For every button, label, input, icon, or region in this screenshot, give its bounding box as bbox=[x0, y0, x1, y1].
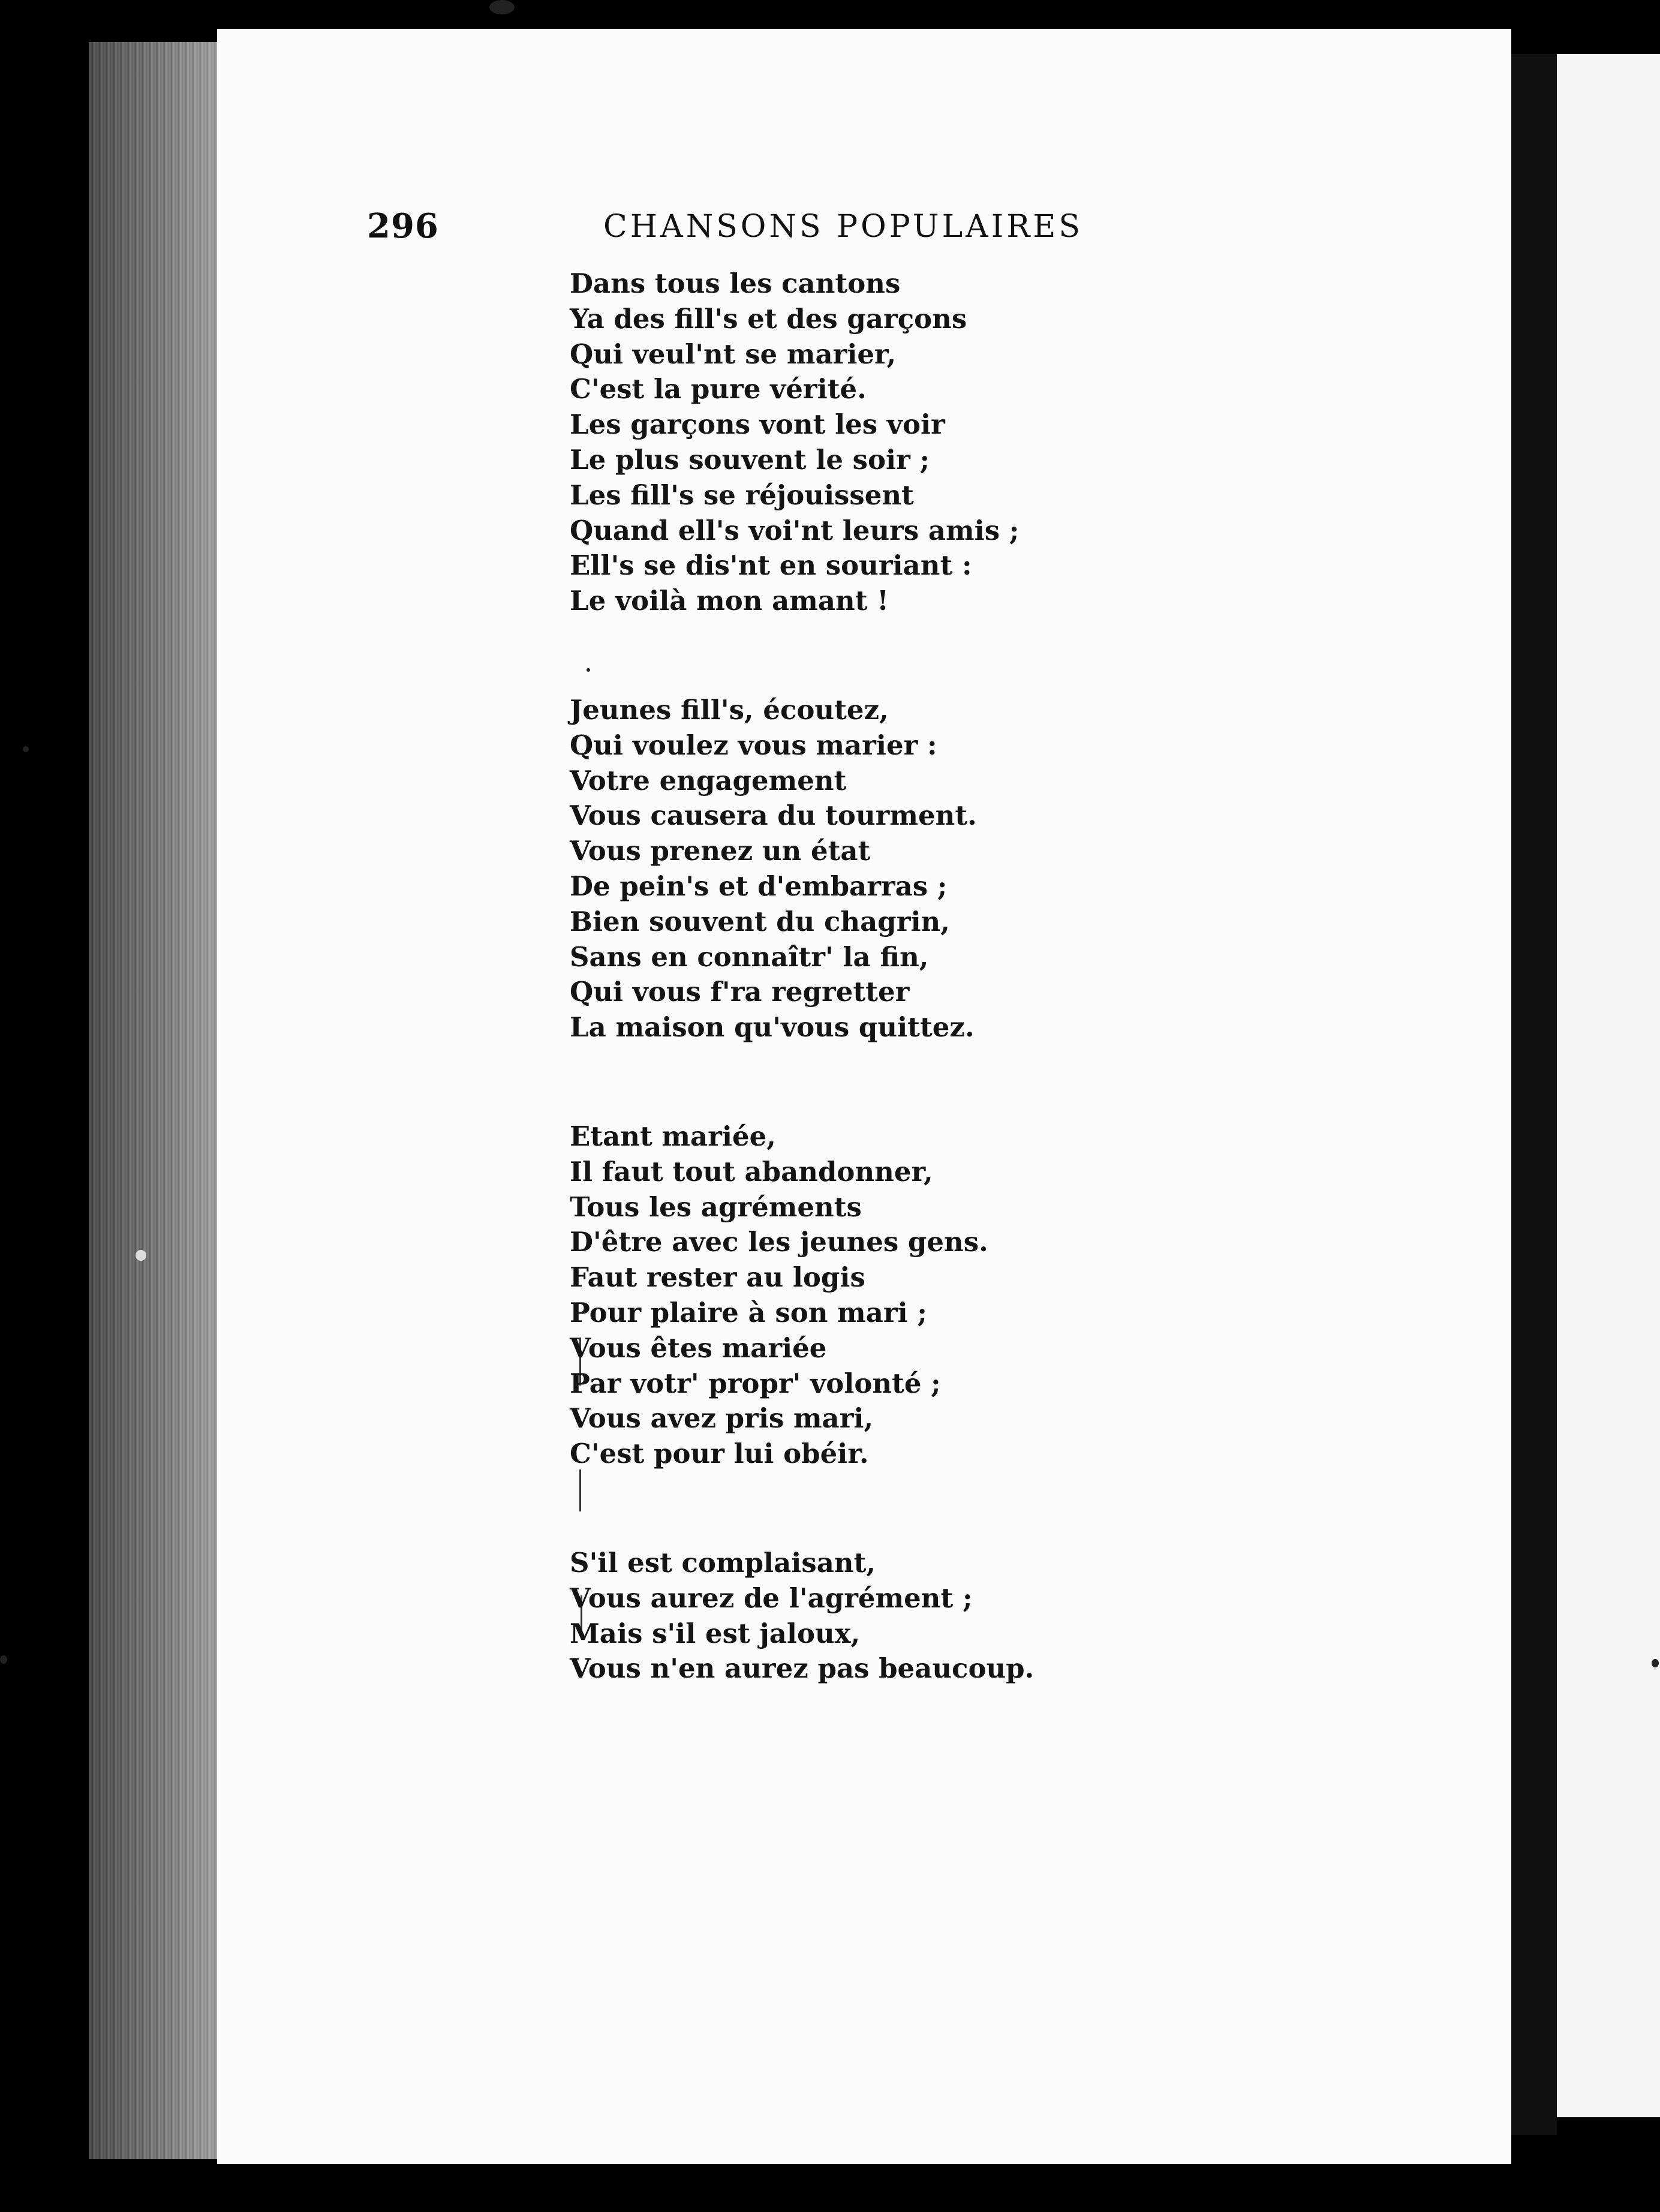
verse-line: Vous prenez un état bbox=[570, 835, 871, 867]
verse-line: Tous les agréments bbox=[570, 1191, 862, 1223]
verse-line: Les fill's se réjouissent bbox=[570, 479, 914, 511]
verse-line: C'est la pure vérité. bbox=[570, 373, 867, 405]
scan-speck bbox=[0, 1655, 7, 1664]
verse-line: Il faut tout abandonner, bbox=[570, 1155, 933, 1188]
verse-line: Vous êtes mariée bbox=[570, 1332, 827, 1364]
verse-line: Vous n'en aurez pas beaucoup. bbox=[570, 1652, 1035, 1685]
verse-line: Mais s'il est jaloux, bbox=[570, 1617, 861, 1649]
verse-line: Dans tous les cantons bbox=[570, 268, 901, 299]
stanza-4 bbox=[570, 1546, 1259, 1687]
verse-line: Sans en connaîtr' la fin, bbox=[570, 940, 929, 973]
verse-line: Le plus souvent le soir ; bbox=[570, 443, 930, 476]
scan-speck bbox=[489, 0, 515, 14]
verse-line: Qui vous f'ra regretter bbox=[570, 976, 910, 1008]
verse-line: Ya des fill's et des garçons bbox=[570, 302, 967, 335]
verse-line: Etant mariée, bbox=[570, 1120, 776, 1152]
stanza-2 bbox=[570, 693, 1259, 1045]
gutter-shadow bbox=[1511, 54, 1557, 2135]
verse-line: Pour plaire à son mari ; bbox=[570, 1296, 927, 1329]
verse-line: Faut rester au logis bbox=[570, 1261, 865, 1294]
verse-line: S'il est complaisant, bbox=[570, 1546, 876, 1579]
verse-line: Quand ell's voi'nt leurs amis ; bbox=[570, 514, 1020, 546]
poem bbox=[570, 266, 1259, 1687]
verse-line: Par votr' propr' volonté ; bbox=[570, 1367, 941, 1399]
running-title: CHANSONS POPULAIRES bbox=[603, 209, 1083, 245]
verse-line: Qui voulez vous marier : bbox=[570, 729, 937, 761]
verse-line: C'est pour lui obéir. bbox=[570, 1438, 869, 1470]
verse-line: Jeunes fill's, écoutez, bbox=[570, 693, 889, 726]
scan-speck bbox=[136, 1250, 146, 1261]
verse-line: Vous causera du tourment. bbox=[570, 800, 977, 832]
stanza-3 bbox=[570, 1119, 1259, 1472]
stanza-1 bbox=[570, 266, 1259, 619]
verse-line: Votre engagement bbox=[570, 764, 847, 797]
verse-line: Qui veul'nt se marier, bbox=[570, 338, 897, 370]
scan-speck bbox=[1652, 1659, 1659, 1667]
verse-line: Le voilà mon amant ! bbox=[570, 585, 889, 617]
scan-speck bbox=[23, 746, 29, 752]
page-edges bbox=[89, 42, 221, 2159]
verse-line: Vous avez pris mari, bbox=[570, 1402, 874, 1435]
verse-line: Bien souvent du chagrin, bbox=[570, 905, 950, 937]
verse-line: La maison qu'vous quittez. bbox=[570, 1011, 975, 1044]
adjacent-page bbox=[1557, 54, 1660, 2117]
page-number: 296 bbox=[367, 206, 439, 246]
verse-line: De pein's et d'embarras ; bbox=[570, 870, 948, 902]
running-head bbox=[0, 206, 1660, 254]
verse-line: Les garçons vont les voir bbox=[570, 408, 945, 441]
verse-line: Ell's se dis'nt en souriant : bbox=[570, 549, 972, 582]
verse-line: Vous aurez de l'agrément ; bbox=[570, 1582, 973, 1614]
verse-line: D'être avec les jeunes gens. bbox=[570, 1226, 988, 1258]
